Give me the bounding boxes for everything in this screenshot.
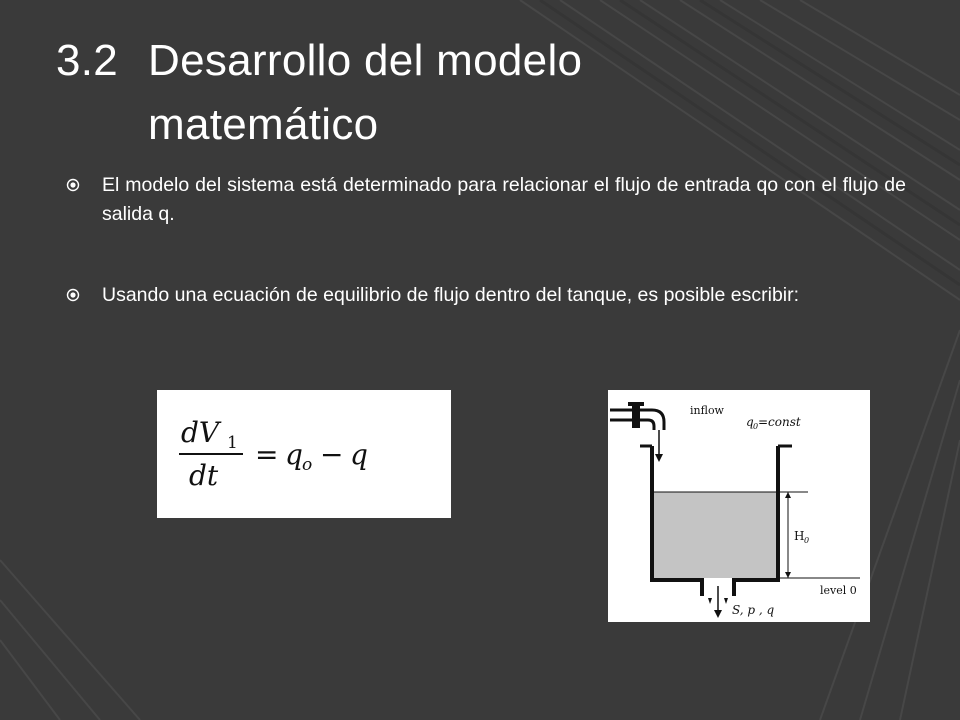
outlet-label: S, p , q (732, 603, 775, 617)
tank-diagram (608, 390, 870, 622)
eq-q-subscript: o (302, 455, 313, 475)
circled-dot-bullet-icon (66, 288, 80, 302)
eq-q: q (285, 438, 303, 471)
bullet-text-1: El modelo del sistema está determinado para relacionar el flujo de entrada qo con el flujo de salida q. (102, 174, 906, 225)
level-label: level 0 (820, 584, 857, 597)
inflow-label: inflow (690, 404, 724, 417)
liquid (652, 492, 778, 578)
eq-q2: q (350, 438, 368, 471)
eq-numerator-subscript: 1 (227, 433, 238, 453)
bullet-item-2 (66, 281, 906, 310)
title-line-1: Desarrollo del modelo (148, 36, 583, 85)
equation-image (157, 390, 451, 518)
title-line-2: matemático (148, 100, 379, 149)
q0-subscript: 0 (753, 422, 759, 431)
eq-minus: − (320, 438, 344, 471)
eq-numerator: dV (181, 416, 220, 449)
q0-rest: =const (758, 415, 801, 429)
bullet-item-1 (66, 171, 906, 229)
title-number: 3.2 (56, 36, 119, 85)
eq-equals: = (255, 438, 279, 471)
circled-dot-bullet-icon (66, 178, 80, 192)
bullet-text-2: Usando una ecuación de equilibrio de flujo dentro del tanque, es posible escribir: (102, 284, 800, 306)
h0-label: H (794, 529, 805, 543)
h0-subscript: 0 (804, 536, 810, 545)
q0-label: q (746, 415, 754, 429)
eq-denominator: dt (189, 459, 219, 492)
